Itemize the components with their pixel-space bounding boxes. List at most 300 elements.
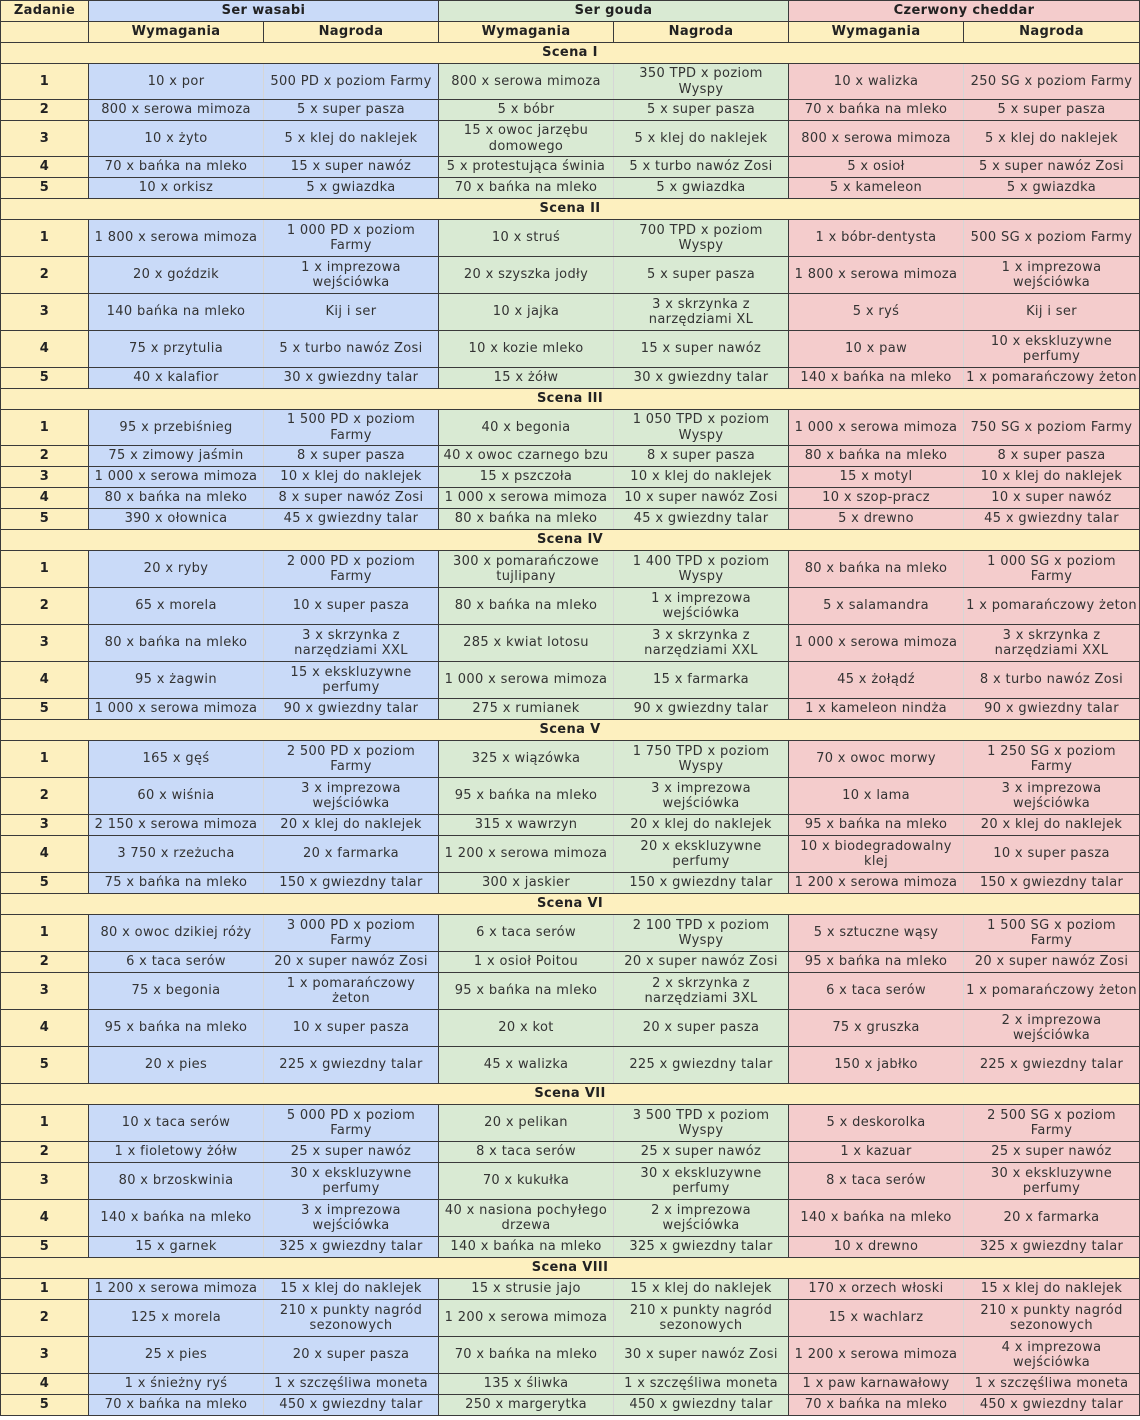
cell-wasabi-req: 6 x taca serów	[89, 952, 264, 973]
cell-wasabi-req: 1 000 x serowa mimoza	[89, 467, 264, 488]
cell-gouda-reward: 30 x ekskluzywne perfumy	[614, 1163, 789, 1200]
cell-gouda-req: 8 x taca serów	[439, 1142, 614, 1163]
cell-cheddar-req: 10 x lama	[789, 778, 964, 815]
cell-gouda-req: 10 x jajka	[439, 294, 614, 331]
cell-cheddar-reward: 750 SG x poziom Farmy	[964, 410, 1140, 446]
cell-cheddar-req: 5 x osioł	[789, 157, 964, 178]
cell-cheddar-reward: 225 x gwiezdny talar	[964, 1047, 1140, 1084]
cell-cheddar-reward: 1 500 SG x poziom Farmy	[964, 915, 1140, 952]
task-number: 1	[1, 64, 89, 100]
cell-gouda-req: 45 x walizka	[439, 1047, 614, 1084]
cell-cheddar-reward: 2 x imprezowa wejściówka	[964, 1010, 1140, 1047]
task-number: 2	[1, 1142, 89, 1163]
cell-cheddar-req: 95 x bańka na mleko	[789, 815, 964, 836]
table-row	[1, 588, 1140, 625]
cell-gouda-reward: 3 500 TPD x poziom Wyspy	[614, 1105, 789, 1142]
cell-cheddar-reward: 500 SG x poziom Farmy	[964, 220, 1140, 257]
table-row	[1, 1010, 1140, 1047]
table-row	[1, 294, 1140, 331]
cell-wasabi-req: 20 x ryby	[89, 551, 264, 588]
scene-header-row	[1, 720, 1140, 741]
cell-cheddar-req: 45 x żołądź	[789, 662, 964, 699]
cell-gouda-reward: 225 x gwiezdny talar	[614, 1047, 789, 1084]
cell-wasabi-reward: 1 500 PD x poziom Farmy	[264, 410, 439, 446]
cell-cheddar-reward: 3 x skrzynka z narzędziami XXL	[964, 625, 1140, 662]
subheader-empty	[1, 22, 89, 43]
task-number: 4	[1, 157, 89, 178]
task-number: 2	[1, 1300, 89, 1337]
cell-wasabi-reward: 5 000 PD x poziom Farmy	[264, 1105, 439, 1142]
cell-wasabi-req: 80 x brzoskwinia	[89, 1163, 264, 1200]
cell-gouda-req: 300 x jaskier	[439, 873, 614, 894]
cell-cheddar-reward: 20 x klej do naklejek	[964, 815, 1140, 836]
cell-cheddar-req: 1 000 x serowa mimoza	[789, 625, 964, 662]
table-row	[1, 1374, 1140, 1395]
cell-wasabi-req: 80 x owoc dzikiej róży	[89, 915, 264, 952]
task-number: 4	[1, 662, 89, 699]
task-number: 3	[1, 815, 89, 836]
cell-gouda-req: 70 x bańka na mleko	[439, 178, 614, 199]
cell-cheddar-req: 10 x drewno	[789, 1237, 964, 1258]
cell-wasabi-req: 10 x żyto	[89, 121, 264, 157]
cell-cheddar-req: 10 x walizka	[789, 64, 964, 100]
cell-cheddar-reward: 20 x super nawóz Zosi	[964, 952, 1140, 973]
cell-wasabi-reward: 5 x klej do naklejek	[264, 121, 439, 157]
cell-gouda-req: 15 x pszczoła	[439, 467, 614, 488]
task-number: 3	[1, 1163, 89, 1200]
table-row	[1, 1237, 1140, 1258]
cell-cheddar-req: 80 x bańka na mleko	[789, 551, 964, 588]
cell-cheddar-reward: 3 x imprezowa wejściówka	[964, 778, 1140, 815]
cell-wasabi-reward: 30 x gwiezdny talar	[264, 368, 439, 389]
cell-cheddar-req: 10 x paw	[789, 331, 964, 368]
cell-wasabi-reward: 210 x punkty nagród sezonowych	[264, 1300, 439, 1337]
cell-wasabi-req: 75 x bańka na mleko	[89, 873, 264, 894]
cell-cheddar-reward: 1 x pomarańczowy żeton	[964, 368, 1140, 389]
cell-cheddar-reward: 8 x super pasza	[964, 446, 1140, 467]
cell-wasabi-reward: 25 x super nawóz	[264, 1142, 439, 1163]
cell-gouda-req: 95 x bańka na mleko	[439, 778, 614, 815]
cell-gouda-reward: 1 050 TPD x poziom Wyspy	[614, 410, 789, 446]
table-row	[1, 973, 1140, 1010]
scene-header-row	[1, 1258, 1140, 1279]
cell-wasabi-req: 10 x taca serów	[89, 1105, 264, 1142]
cell-gouda-req: 70 x bańka na mleko	[439, 1337, 614, 1374]
cell-gouda-reward: 2 x imprezowa wejściówka	[614, 1200, 789, 1237]
table-row	[1, 836, 1140, 873]
cell-wasabi-reward: 3 x imprezowa wejściówka	[264, 1200, 439, 1237]
task-number: 1	[1, 551, 89, 588]
task-number: 5	[1, 873, 89, 894]
cell-cheddar-reward: 325 x gwiezdny talar	[964, 1237, 1140, 1258]
scene-title: Scena VIII	[1, 1258, 1140, 1279]
cell-gouda-reward: 15 x super nawóz	[614, 331, 789, 368]
cell-gouda-reward: 8 x super pasza	[614, 446, 789, 467]
cell-gouda-reward: 20 x ekskluzywne perfumy	[614, 836, 789, 873]
task-number: 2	[1, 446, 89, 467]
cell-wasabi-req: 1 x śnieżny ryś	[89, 1374, 264, 1395]
header-group-wasabi: Ser wasabi	[89, 1, 439, 22]
cell-wasabi-req: 75 x przytulia	[89, 331, 264, 368]
cell-cheddar-req: 5 x sztuczne wąsy	[789, 915, 964, 952]
cell-cheddar-reward: 1 000 SG x poziom Farmy	[964, 551, 1140, 588]
table-row	[1, 121, 1140, 157]
cell-cheddar-req: 1 800 x serowa mimoza	[789, 257, 964, 294]
cell-gouda-reward: 30 x gwiezdny talar	[614, 368, 789, 389]
cell-wasabi-req: 800 x serowa mimoza	[89, 100, 264, 121]
cell-wasabi-reward: 450 x gwiezdny talar	[264, 1395, 439, 1416]
cell-wasabi-reward: 15 x super nawóz	[264, 157, 439, 178]
cell-gouda-req: 15 x żółw	[439, 368, 614, 389]
table-row	[1, 952, 1140, 973]
cell-gouda-reward: 90 x gwiezdny talar	[614, 699, 789, 720]
subheader-reward: Nagroda	[964, 22, 1140, 43]
cell-gouda-reward: 5 x turbo nawóz Zosi	[614, 157, 789, 178]
cell-wasabi-reward: 2 000 PD x poziom Farmy	[264, 551, 439, 588]
cell-gouda-req: 1 000 x serowa mimoza	[439, 662, 614, 699]
cell-wasabi-req: 95 x przebiśnieg	[89, 410, 264, 446]
cell-wasabi-req: 125 x morela	[89, 1300, 264, 1337]
cell-cheddar-reward: 250 SG x poziom Farmy	[964, 64, 1140, 100]
cell-gouda-reward: 15 x klej do naklejek	[614, 1279, 789, 1300]
cell-gouda-reward: 10 x klej do naklejek	[614, 467, 789, 488]
cell-wasabi-req: 70 x bańka na mleko	[89, 1395, 264, 1416]
cell-wasabi-reward: 3 x imprezowa wejściówka	[264, 778, 439, 815]
cell-wasabi-req: 165 x gęś	[89, 741, 264, 778]
cell-gouda-req: 15 x strusie jajo	[439, 1279, 614, 1300]
task-number: 1	[1, 741, 89, 778]
cell-cheddar-req: 5 x deskorolka	[789, 1105, 964, 1142]
cell-cheddar-reward: 5 x super nawóz Zosi	[964, 157, 1140, 178]
cell-cheddar-reward: 10 x ekskluzywne perfumy	[964, 331, 1140, 368]
task-number: 5	[1, 1047, 89, 1084]
task-number: 3	[1, 294, 89, 331]
subheader-reward: Nagroda	[264, 22, 439, 43]
cell-wasabi-req: 95 x żagwin	[89, 662, 264, 699]
cell-cheddar-reward: 90 x gwiezdny talar	[964, 699, 1140, 720]
cell-cheddar-req: 1 000 x serowa mimoza	[789, 410, 964, 446]
task-number: 1	[1, 410, 89, 446]
table-row	[1, 662, 1140, 699]
cell-wasabi-req: 75 x begonia	[89, 973, 264, 1010]
cell-cheddar-req: 70 x owoc morwy	[789, 741, 964, 778]
cell-gouda-req: 20 x kot	[439, 1010, 614, 1047]
table-row	[1, 551, 1140, 588]
cell-cheddar-reward: 5 x super pasza	[964, 100, 1140, 121]
table-row	[1, 778, 1140, 815]
cell-wasabi-req: 80 x bańka na mleko	[89, 488, 264, 509]
cell-wasabi-req: 3 750 x rzeżucha	[89, 836, 264, 873]
cell-cheddar-req: 10 x szop-pracz	[789, 488, 964, 509]
cell-gouda-reward: 1 x imprezowa wejściówka	[614, 588, 789, 625]
cell-gouda-reward: 1 x szczęśliwa moneta	[614, 1374, 789, 1395]
cell-wasabi-reward: 20 x farmarka	[264, 836, 439, 873]
cell-wasabi-reward: 1 000 PD x poziom Farmy	[264, 220, 439, 257]
header-row	[1, 1, 1140, 22]
table-row	[1, 741, 1140, 778]
task-number: 4	[1, 1200, 89, 1237]
table-row	[1, 625, 1140, 662]
cell-wasabi-req: 70 x bańka na mleko	[89, 157, 264, 178]
cell-gouda-req: 300 x pomarańczowe tujlipany	[439, 551, 614, 588]
task-number: 1	[1, 1279, 89, 1300]
task-number: 3	[1, 973, 89, 1010]
cell-gouda-req: 80 x bańka na mleko	[439, 509, 614, 530]
cell-wasabi-reward: 5 x gwiazdka	[264, 178, 439, 199]
cell-wasabi-reward: 45 x gwiezdny talar	[264, 509, 439, 530]
scene-header-row	[1, 530, 1140, 551]
cell-wasabi-req: 10 x orkisz	[89, 178, 264, 199]
table-row	[1, 509, 1140, 530]
cell-wasabi-reward: 1 x szczęśliwa moneta	[264, 1374, 439, 1395]
scene-title: Scena II	[1, 199, 1140, 220]
cell-wasabi-req: 20 x goździk	[89, 257, 264, 294]
cell-wasabi-reward: 20 x klej do naklejek	[264, 815, 439, 836]
cell-wasabi-reward: 30 x ekskluzywne perfumy	[264, 1163, 439, 1200]
task-number: 1	[1, 220, 89, 257]
cell-gouda-req: 325 x wiązówka	[439, 741, 614, 778]
cell-wasabi-req: 65 x morela	[89, 588, 264, 625]
header-group-gouda: Ser gouda	[439, 1, 789, 22]
cell-gouda-req: 285 x kwiat lotosu	[439, 625, 614, 662]
task-number: 4	[1, 836, 89, 873]
cell-cheddar-reward: 1 x szczęśliwa moneta	[964, 1374, 1140, 1395]
cell-wasabi-reward: 15 x klej do naklejek	[264, 1279, 439, 1300]
subheader-req: Wymagania	[439, 22, 614, 43]
cell-gouda-reward: 700 TPD x poziom Wyspy	[614, 220, 789, 257]
task-number: 3	[1, 1337, 89, 1374]
cell-cheddar-reward: 1 x pomarańczowy żeton	[964, 973, 1140, 1010]
table-row	[1, 1142, 1140, 1163]
cell-gouda-reward: 45 x gwiezdny talar	[614, 509, 789, 530]
table-row	[1, 410, 1140, 446]
table-row	[1, 1337, 1140, 1374]
scene-header-row	[1, 199, 1140, 220]
cell-gouda-req: 135 x śliwka	[439, 1374, 614, 1395]
cell-gouda-reward: 450 x gwiezdny talar	[614, 1395, 789, 1416]
subheader-row	[1, 22, 1140, 43]
cell-wasabi-reward: 1 x imprezowa wejściówka	[264, 257, 439, 294]
cell-gouda-reward: 15 x farmarka	[614, 662, 789, 699]
task-number: 1	[1, 915, 89, 952]
cell-gouda-req: 1 x osioł Poitou	[439, 952, 614, 973]
cell-wasabi-reward: 10 x super pasza	[264, 588, 439, 625]
cell-gouda-reward: 25 x super nawóz	[614, 1142, 789, 1163]
cell-cheddar-reward: 450 x gwiezdny talar	[964, 1395, 1140, 1416]
cell-gouda-req: 5 x protestująca świnia	[439, 157, 614, 178]
cell-cheddar-reward: 10 x super pasza	[964, 836, 1140, 873]
cell-cheddar-req: 140 x bańka na mleko	[789, 1200, 964, 1237]
cell-cheddar-reward: 210 x punkty nagród sezonowych	[964, 1300, 1140, 1337]
cell-gouda-req: 315 x wawrzyn	[439, 815, 614, 836]
cell-wasabi-req: 75 x zimowy jaśmin	[89, 446, 264, 467]
cell-wasabi-req: 1 800 x serowa mimoza	[89, 220, 264, 257]
cell-gouda-reward: 210 x punkty nagród sezonowych	[614, 1300, 789, 1337]
table-row	[1, 178, 1140, 199]
cell-cheddar-reward: 10 x klej do naklejek	[964, 467, 1140, 488]
cell-wasabi-reward: 500 PD x poziom Farmy	[264, 64, 439, 100]
scene-title: Scena III	[1, 389, 1140, 410]
cell-gouda-req: 250 x margerytka	[439, 1395, 614, 1416]
table-row	[1, 467, 1140, 488]
cell-wasabi-reward: 150 x gwiezdny talar	[264, 873, 439, 894]
cell-wasabi-req: 390 x ołownica	[89, 509, 264, 530]
task-number: 2	[1, 588, 89, 625]
cell-gouda-req: 275 x rumianek	[439, 699, 614, 720]
scene-title: Scena V	[1, 720, 1140, 741]
cell-cheddar-req: 1 x kazuar	[789, 1142, 964, 1163]
cell-cheddar-reward: 2 500 SG x poziom Farmy	[964, 1105, 1140, 1142]
cell-cheddar-req: 10 x biodegradowalny klej	[789, 836, 964, 873]
cell-gouda-req: 1 200 x serowa mimoza	[439, 836, 614, 873]
cell-gouda-req: 15 x owoc jarzębu domowego	[439, 121, 614, 157]
cell-cheddar-reward: 15 x klej do naklejek	[964, 1279, 1140, 1300]
scene-title: Scena VI	[1, 894, 1140, 915]
cell-cheddar-req: 70 x bańka na mleko	[789, 100, 964, 121]
cell-cheddar-req: 5 x ryś	[789, 294, 964, 331]
cell-gouda-reward: 1 750 TPD x poziom Wyspy	[614, 741, 789, 778]
cell-gouda-req: 5 x bóbr	[439, 100, 614, 121]
cell-gouda-req: 140 x bańka na mleko	[439, 1237, 614, 1258]
cell-gouda-reward: 3 x imprezowa wejściówka	[614, 778, 789, 815]
table-row	[1, 488, 1140, 509]
scene-title: Scena VII	[1, 1084, 1140, 1105]
cell-gouda-req: 80 x bańka na mleko	[439, 588, 614, 625]
cell-gouda-reward: 5 x gwiazdka	[614, 178, 789, 199]
scene-title: Scena I	[1, 43, 1140, 64]
table-row	[1, 257, 1140, 294]
table-row	[1, 1105, 1140, 1142]
cell-wasabi-reward: 225 x gwiezdny talar	[264, 1047, 439, 1084]
subheader-req: Wymagania	[789, 22, 964, 43]
cell-cheddar-reward: Kij i ser	[964, 294, 1140, 331]
cell-wasabi-reward: 8 x super pasza	[264, 446, 439, 467]
table-row	[1, 1395, 1140, 1416]
cell-cheddar-req: 170 x orzech włoski	[789, 1279, 964, 1300]
cell-gouda-reward: 20 x super pasza	[614, 1010, 789, 1047]
task-number: 2	[1, 952, 89, 973]
table-row	[1, 1279, 1140, 1300]
cell-wasabi-reward: 15 x ekskluzywne perfumy	[264, 662, 439, 699]
cell-cheddar-req: 8 x taca serów	[789, 1163, 964, 1200]
cell-cheddar-reward: 4 x imprezowa wejściówka	[964, 1337, 1140, 1374]
cell-cheddar-req: 5 x salamandra	[789, 588, 964, 625]
cell-cheddar-req: 1 x kameleon nindża	[789, 699, 964, 720]
cell-wasabi-reward: 325 x gwiezdny talar	[264, 1237, 439, 1258]
cell-cheddar-reward: 20 x farmarka	[964, 1200, 1140, 1237]
table-row	[1, 64, 1140, 100]
cell-gouda-reward: 325 x gwiezdny talar	[614, 1237, 789, 1258]
cell-cheddar-req: 1 x paw karnawałowy	[789, 1374, 964, 1395]
cell-cheddar-req: 15 x motyl	[789, 467, 964, 488]
table-row	[1, 915, 1140, 952]
cell-gouda-reward: 20 x super nawóz Zosi	[614, 952, 789, 973]
cell-cheddar-reward: 25 x super nawóz	[964, 1142, 1140, 1163]
cell-cheddar-req: 70 x bańka na mleko	[789, 1395, 964, 1416]
cell-gouda-req: 10 x kozie mleko	[439, 331, 614, 368]
cell-wasabi-reward: Kij i ser	[264, 294, 439, 331]
cell-wasabi-reward: 20 x super nawóz Zosi	[264, 952, 439, 973]
cell-wasabi-reward: 5 x super pasza	[264, 100, 439, 121]
cell-wasabi-reward: 20 x super pasza	[264, 1337, 439, 1374]
table-row	[1, 1300, 1140, 1337]
cell-gouda-req: 1 000 x serowa mimoza	[439, 488, 614, 509]
cell-cheddar-req: 15 x wachlarz	[789, 1300, 964, 1337]
scene-header-row	[1, 894, 1140, 915]
cell-wasabi-req: 140 bańka na mleko	[89, 294, 264, 331]
cell-wasabi-req: 25 x pies	[89, 1337, 264, 1374]
cell-cheddar-req: 800 x serowa mimoza	[789, 121, 964, 157]
cell-gouda-reward: 350 TPD x poziom Wyspy	[614, 64, 789, 100]
cell-wasabi-reward: 2 500 PD x poziom Farmy	[264, 741, 439, 778]
task-number: 5	[1, 1395, 89, 1416]
cell-gouda-reward: 2 x skrzynka z narzędziami 3XL	[614, 973, 789, 1010]
cell-cheddar-reward: 1 x imprezowa wejściówka	[964, 257, 1140, 294]
cell-cheddar-req: 75 x gruszka	[789, 1010, 964, 1047]
table-row	[1, 446, 1140, 467]
cell-gouda-reward: 5 x klej do naklejek	[614, 121, 789, 157]
task-number: 2	[1, 257, 89, 294]
table-row	[1, 699, 1140, 720]
cell-wasabi-req: 1 200 x serowa mimoza	[89, 1279, 264, 1300]
cell-wasabi-req: 80 x bańka na mleko	[89, 625, 264, 662]
cell-wasabi-req: 1 000 x serowa mimoza	[89, 699, 264, 720]
cell-wasabi-reward: 3 x skrzynka z narzędziami XXL	[264, 625, 439, 662]
cell-wasabi-req: 95 x bańka na mleko	[89, 1010, 264, 1047]
cell-gouda-reward: 3 x skrzynka z narzędziami XXL	[614, 625, 789, 662]
cell-gouda-reward: 3 x skrzynka z narzędziami XL	[614, 294, 789, 331]
cell-wasabi-reward: 5 x turbo nawóz Zosi	[264, 331, 439, 368]
cell-gouda-reward: 30 x super nawóz Zosi	[614, 1337, 789, 1374]
task-number: 4	[1, 488, 89, 509]
cell-gouda-req: 1 200 x serowa mimoza	[439, 1300, 614, 1337]
cell-cheddar-req: 6 x taca serów	[789, 973, 964, 1010]
task-number: 5	[1, 178, 89, 199]
cell-gouda-req: 20 x pelikan	[439, 1105, 614, 1142]
cell-gouda-reward: 5 x super pasza	[614, 100, 789, 121]
scene-title: Scena IV	[1, 530, 1140, 551]
cell-gouda-req: 40 x owoc czarnego bzu	[439, 446, 614, 467]
task-number: 4	[1, 1010, 89, 1047]
cell-cheddar-req: 95 x bańka na mleko	[789, 952, 964, 973]
table-row	[1, 368, 1140, 389]
table-row	[1, 1047, 1140, 1084]
table-row	[1, 220, 1140, 257]
cell-gouda-req: 6 x taca serów	[439, 915, 614, 952]
cell-cheddar-reward: 10 x super nawóz	[964, 488, 1140, 509]
table-row	[1, 1163, 1140, 1200]
cell-wasabi-reward: 10 x super pasza	[264, 1010, 439, 1047]
cell-cheddar-req: 1 200 x serowa mimoza	[789, 1337, 964, 1374]
cell-cheddar-req: 1 200 x serowa mimoza	[789, 873, 964, 894]
cell-cheddar-reward: 150 x gwiezdny talar	[964, 873, 1140, 894]
cell-cheddar-req: 150 x jabłko	[789, 1047, 964, 1084]
cell-cheddar-req: 5 x kameleon	[789, 178, 964, 199]
task-number: 3	[1, 625, 89, 662]
cell-cheddar-req: 5 x drewno	[789, 509, 964, 530]
cell-wasabi-reward: 3 000 PD x poziom Farmy	[264, 915, 439, 952]
task-number: 2	[1, 100, 89, 121]
table-row	[1, 100, 1140, 121]
cell-cheddar-reward: 8 x turbo nawóz Zosi	[964, 662, 1140, 699]
table-row	[1, 331, 1140, 368]
cell-cheddar-req: 140 x bańka na mleko	[789, 368, 964, 389]
cell-cheddar-reward: 5 x gwiazdka	[964, 178, 1140, 199]
subheader-req: Wymagania	[89, 22, 264, 43]
table-row	[1, 815, 1140, 836]
cell-cheddar-reward: 5 x klej do naklejek	[964, 121, 1140, 157]
scene-header-row	[1, 389, 1140, 410]
